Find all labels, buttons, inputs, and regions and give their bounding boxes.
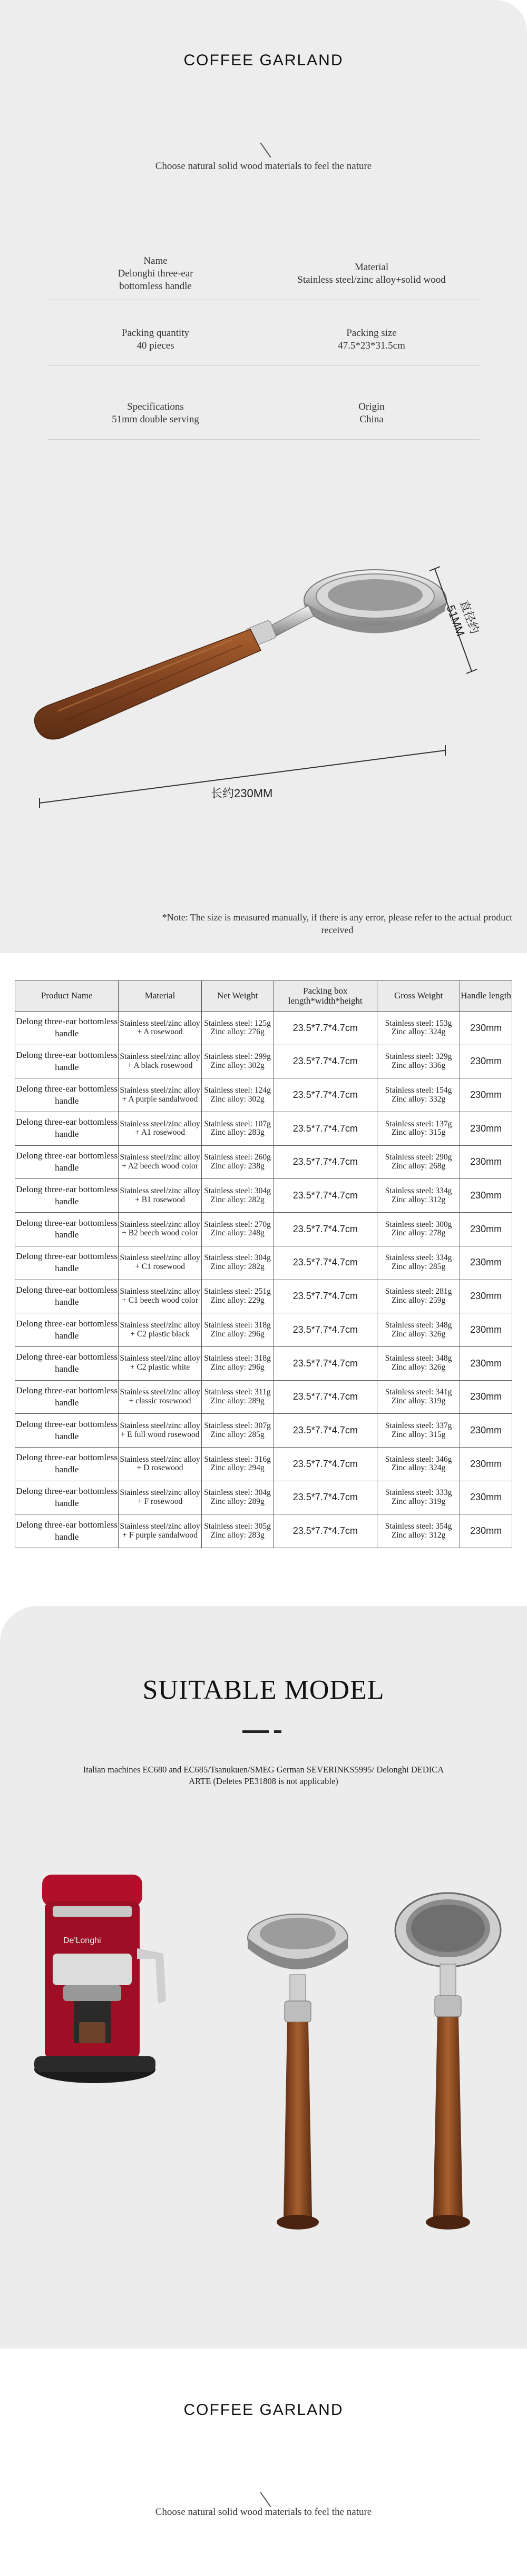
cell-material: Stainless steel/zinc alloy + E full wood rosewood xyxy=(119,1414,201,1448)
cell-handle-length: 230mm xyxy=(460,1078,512,1112)
table-row xyxy=(15,1346,512,1380)
cell-gross-weight xyxy=(377,1447,460,1481)
net-zinc: Zinc alloy: 285g xyxy=(210,1430,265,1439)
spec-value: China xyxy=(359,414,384,425)
net-zinc: Zinc alloy: 282g xyxy=(210,1195,265,1204)
gross-zinc: Zinc alloy: 285g xyxy=(391,1262,446,1272)
gross-zinc: Zinc alloy: 326g xyxy=(391,1329,446,1339)
gross-steel: Stainless steel: 153g xyxy=(385,1018,452,1028)
table-row xyxy=(15,1078,512,1112)
cell-handle-length: 230mm xyxy=(460,1481,512,1514)
col-handle-length: Handle length xyxy=(460,981,512,1012)
portafilter-top-image xyxy=(390,1880,506,2248)
gross-steel: Stainless steel: 346g xyxy=(385,1454,452,1464)
spec-origin xyxy=(264,387,480,440)
cell-packing-box: 23.5*7.7*4.7cm xyxy=(274,1447,377,1481)
spec-value: Stainless steel/zinc alloy+solid wood xyxy=(297,274,446,285)
net-steel: Stainless steel: 124g xyxy=(204,1085,271,1095)
portafilter-front-image xyxy=(242,1890,353,2248)
cell-material: Stainless steel/zinc alloy + D rosewood xyxy=(119,1447,201,1481)
cell-gross-weight xyxy=(377,1112,460,1146)
cell-material: Stainless steel/zinc alloy + C1 rosewood xyxy=(119,1246,201,1280)
gross-steel: Stainless steel: 337g xyxy=(385,1421,452,1430)
cell-net-weight xyxy=(201,1481,274,1514)
spec-name xyxy=(47,247,264,300)
col-net-weight: Net Weight xyxy=(201,981,274,1012)
table-row xyxy=(15,1313,512,1347)
spec-table-wrapper xyxy=(15,980,512,1548)
spec-packing-size xyxy=(264,313,480,366)
gross-steel: Stainless steel: 290g xyxy=(385,1153,452,1162)
cell-handle-length: 230mm xyxy=(460,1045,512,1078)
cell-packing-box: 23.5*7.7*4.7cm xyxy=(274,1179,377,1213)
spec-value: Delonghi three-ear bottomless handle xyxy=(118,268,193,292)
cell-product-name: Delong three-ear bottomless handle xyxy=(15,1213,119,1246)
cell-product-name: Delong three-ear bottomless handle xyxy=(15,1280,119,1313)
cell-net-weight xyxy=(201,1246,274,1280)
net-zinc: Zinc alloy: 302g xyxy=(210,1094,265,1104)
cell-handle-length: 230mm xyxy=(460,1346,512,1380)
cell-material: Stainless steel/zinc alloy + F rosewood xyxy=(119,1481,201,1514)
gross-zinc: Zinc alloy: 268g xyxy=(391,1162,446,1171)
gross-zinc: Zinc alloy: 312g xyxy=(391,1195,446,1204)
net-steel: Stainless steel: 299g xyxy=(204,1052,271,1062)
cell-net-weight xyxy=(201,1280,274,1313)
footer-section xyxy=(0,2349,527,2576)
gross-zinc: Zinc alloy: 312g xyxy=(391,1530,446,1540)
cell-packing-box: 23.5*7.7*4.7cm xyxy=(274,1414,377,1448)
spec-label: Specifications xyxy=(127,401,184,413)
table-row xyxy=(15,1145,512,1179)
spec-row-3 xyxy=(47,387,480,440)
net-steel: Stainless steel: 307g xyxy=(204,1421,271,1430)
cell-gross-weight xyxy=(377,1246,460,1280)
net-zinc: Zinc alloy: 296g xyxy=(210,1329,265,1339)
spec-specifications xyxy=(47,387,264,440)
gross-zinc: Zinc alloy: 259g xyxy=(391,1295,446,1305)
footer-decor-slash xyxy=(260,2492,271,2508)
cell-handle-length: 230mm xyxy=(460,1514,512,1548)
cell-net-weight xyxy=(201,1045,274,1078)
cell-gross-weight xyxy=(377,1012,460,1045)
gross-steel: Stainless steel: 333g xyxy=(385,1488,452,1498)
cell-packing-box: 23.5*7.7*4.7cm xyxy=(274,1078,377,1112)
gross-zinc: Zinc alloy: 315g xyxy=(391,1128,446,1137)
gross-zinc: Zinc alloy: 319g xyxy=(391,1396,446,1405)
cell-material: Stainless steel/zinc alloy + A purple sandalwood xyxy=(119,1078,201,1112)
net-zinc: Zinc alloy: 276g xyxy=(210,1027,265,1037)
gross-steel: Stainless steel: 348g xyxy=(385,1320,452,1330)
cell-handle-length: 230mm xyxy=(460,1246,512,1280)
cell-packing-box: 23.5*7.7*4.7cm xyxy=(274,1514,377,1548)
cell-net-weight xyxy=(201,1380,274,1414)
gross-zinc: Zinc alloy: 278g xyxy=(391,1228,446,1238)
gross-zinc: Zinc alloy: 326g xyxy=(391,1363,446,1372)
net-zinc: Zinc alloy: 283g xyxy=(210,1530,265,1540)
length-label: 长约230MM xyxy=(211,787,273,800)
cell-material: Stainless steel/zinc alloy + classic rosewood xyxy=(119,1380,201,1414)
cell-net-weight xyxy=(201,1112,274,1146)
net-steel: Stainless steel: 311g xyxy=(204,1388,271,1397)
spec-label: Packing quantity xyxy=(121,328,190,339)
spec-label: Origin xyxy=(358,401,385,413)
cell-material: Stainless steel/zinc alloy + F purple sandalwood xyxy=(119,1514,201,1548)
net-steel: Stainless steel: 270g xyxy=(204,1220,271,1229)
cell-product-name: Delong three-ear bottomless handle xyxy=(15,1447,119,1481)
cell-material: Stainless steel/zinc alloy + B1 rosewood xyxy=(119,1179,201,1213)
table-row xyxy=(15,1514,512,1548)
cell-net-weight xyxy=(201,1447,274,1481)
cell-gross-weight xyxy=(377,1514,460,1548)
cell-packing-box: 23.5*7.7*4.7cm xyxy=(274,1481,377,1514)
net-steel: Stainless steel: 125g xyxy=(204,1018,271,1028)
table-body xyxy=(15,1012,512,1548)
table-row xyxy=(15,1213,512,1246)
cell-material: Stainless steel/zinc alloy + C1 beech wood color xyxy=(119,1280,201,1313)
cell-gross-weight xyxy=(377,1380,460,1414)
cell-product-name: Delong three-ear bottomless handle xyxy=(15,1380,119,1414)
cell-product-name: Delong three-ear bottomless handle xyxy=(15,1346,119,1380)
cell-net-weight xyxy=(201,1514,274,1548)
net-steel: Stainless steel: 305g xyxy=(204,1521,271,1531)
net-zinc: Zinc alloy: 229g xyxy=(210,1295,265,1305)
cell-gross-weight xyxy=(377,1481,460,1514)
net-steel: Stainless steel: 304g xyxy=(204,1253,271,1263)
intro-section xyxy=(0,0,527,953)
table-row xyxy=(15,1481,512,1514)
spec-label: Material xyxy=(354,262,389,273)
gross-steel: Stainless steel: 341g xyxy=(385,1388,452,1397)
spec-row-2 xyxy=(47,313,480,366)
spec-label: Packing size xyxy=(346,328,397,339)
cell-packing-box: 23.5*7.7*4.7cm xyxy=(274,1280,377,1313)
cell-packing-box: 23.5*7.7*4.7cm xyxy=(274,1380,377,1414)
diameter-label: 直径约51MM xyxy=(444,598,482,638)
cell-net-weight xyxy=(201,1145,274,1179)
cell-packing-box: 23.5*7.7*4.7cm xyxy=(274,1346,377,1380)
cell-handle-length: 230mm xyxy=(460,1179,512,1213)
suitable-model-description: Italian machines EC680 and EC685/Tsanukuen/SMEG German SEVERINKS5995/ Delonghi DEDICA ARTE (Deletes PE31808 is not applicable) xyxy=(83,1765,444,1787)
title-underline xyxy=(242,1730,269,1733)
espresso-machine-image xyxy=(32,1869,184,2096)
net-steel: Stainless steel: 318g xyxy=(204,1320,271,1330)
cell-product-name: Delong three-ear bottomless handle xyxy=(15,1481,119,1514)
cell-packing-box: 23.5*7.7*4.7cm xyxy=(274,1213,377,1246)
spec-material xyxy=(264,247,480,300)
cell-product-name: Delong three-ear bottomless handle xyxy=(15,1045,119,1078)
cell-net-weight xyxy=(201,1012,274,1045)
cell-product-name: Delong three-ear bottomless handle xyxy=(15,1414,119,1448)
spec-value: 51mm double serving xyxy=(112,414,199,425)
cell-gross-weight xyxy=(377,1414,460,1448)
cell-handle-length: 230mm xyxy=(460,1280,512,1313)
cell-net-weight xyxy=(201,1346,274,1380)
spec-value: 40 pieces xyxy=(136,340,174,351)
net-zinc: Zinc alloy: 296g xyxy=(210,1363,265,1372)
table-row xyxy=(15,1012,512,1045)
cell-product-name: Delong three-ear bottomless handle xyxy=(15,1179,119,1213)
cell-net-weight xyxy=(201,1179,274,1213)
net-zinc: Zinc alloy: 283g xyxy=(210,1128,265,1137)
footer-brand-title: COFFEE GARLAND xyxy=(183,2401,344,2419)
table-row xyxy=(15,1447,512,1481)
net-steel: Stainless steel: 304g xyxy=(204,1488,271,1498)
cell-gross-weight xyxy=(377,1346,460,1380)
net-steel: Stainless steel: 251g xyxy=(204,1287,271,1296)
cell-gross-weight xyxy=(377,1213,460,1246)
cell-packing-box: 23.5*7.7*4.7cm xyxy=(274,1012,377,1045)
net-steel: Stainless steel: 260g xyxy=(204,1153,271,1162)
title-underline-dot xyxy=(274,1730,281,1733)
cell-product-name: Delong three-ear bottomless handle xyxy=(15,1078,119,1112)
cell-handle-length: 230mm xyxy=(460,1145,512,1179)
cell-material: Stainless steel/zinc alloy + B2 beech wood color xyxy=(119,1213,201,1246)
cell-net-weight xyxy=(201,1078,274,1112)
net-zinc: Zinc alloy: 302g xyxy=(210,1061,265,1071)
table-row xyxy=(15,1246,512,1280)
cell-product-name: Delong three-ear bottomless handle xyxy=(15,1246,119,1280)
gross-zinc: Zinc alloy: 319g xyxy=(391,1497,446,1506)
gross-zinc: Zinc alloy: 332g xyxy=(391,1094,446,1104)
cell-product-name: Delong three-ear bottomless handle xyxy=(15,1313,119,1347)
cell-product-name: Delong three-ear bottomless handle xyxy=(15,1514,119,1548)
cell-handle-length: 230mm xyxy=(460,1414,512,1448)
net-zinc: Zinc alloy: 289g xyxy=(210,1396,265,1405)
gross-zinc: Zinc alloy: 315g xyxy=(391,1430,446,1439)
gross-zinc: Zinc alloy: 324g xyxy=(391,1027,446,1037)
gross-steel: Stainless steel: 334g xyxy=(385,1253,452,1263)
cell-gross-weight xyxy=(377,1145,460,1179)
measurement-note: *Note: The size is measured manually, if there is any error, please refer to the actual product received xyxy=(162,912,513,936)
cell-handle-length: 230mm xyxy=(460,1012,512,1045)
table-row xyxy=(15,1112,512,1146)
gross-steel: Stainless steel: 300g xyxy=(385,1220,452,1229)
table-row xyxy=(15,1045,512,1078)
footer-tagline: Choose natural solid wood materials to feel the nature xyxy=(155,2506,372,2518)
cell-net-weight xyxy=(201,1313,274,1347)
cell-product-name: Delong three-ear bottomless handle xyxy=(15,1145,119,1179)
cell-material: Stainless steel/zinc alloy + A2 beech wood color xyxy=(119,1145,201,1179)
net-steel: Stainless steel: 107g xyxy=(204,1119,271,1128)
spec-label: Name xyxy=(143,255,168,267)
net-zinc: Zinc alloy: 282g xyxy=(210,1262,265,1272)
tagline: Choose natural solid wood materials to feel the nature xyxy=(155,161,372,172)
cell-handle-length: 230mm xyxy=(460,1112,512,1146)
cell-gross-weight xyxy=(377,1078,460,1112)
cell-product-name: Delong three-ear bottomless handle xyxy=(15,1012,119,1045)
cell-handle-length: 230mm xyxy=(460,1447,512,1481)
brand-title: COFFEE GARLAND xyxy=(183,52,344,69)
table-row xyxy=(15,1179,512,1213)
col-packing-box: Packing box length*width*height xyxy=(274,981,377,1012)
gross-steel: Stainless steel: 329g xyxy=(385,1052,452,1062)
cell-gross-weight xyxy=(377,1313,460,1347)
table-row xyxy=(15,1280,512,1313)
cell-packing-box: 23.5*7.7*4.7cm xyxy=(274,1112,377,1146)
gross-steel: Stainless steel: 137g xyxy=(385,1119,452,1128)
gross-steel: Stainless steel: 334g xyxy=(385,1186,452,1196)
table-header-row xyxy=(15,981,512,1012)
cell-gross-weight xyxy=(377,1280,460,1313)
col-material: Material xyxy=(119,981,201,1012)
table-row xyxy=(15,1380,512,1414)
gross-zinc: Zinc alloy: 336g xyxy=(391,1061,446,1071)
gross-steel: Stainless steel: 354g xyxy=(385,1521,452,1531)
cell-material: Stainless steel/zinc alloy + C2 plastic white xyxy=(119,1346,201,1380)
spec-table xyxy=(15,980,512,1548)
cell-packing-box: 23.5*7.7*4.7cm xyxy=(274,1246,377,1280)
col-product-name: Product Name xyxy=(15,981,119,1012)
cell-packing-box: 23.5*7.7*4.7cm xyxy=(274,1313,377,1347)
gross-steel: Stainless steel: 281g xyxy=(385,1287,452,1296)
gross-steel: Stainless steel: 154g xyxy=(385,1085,452,1095)
gross-steel: Stainless steel: 348g xyxy=(385,1354,452,1363)
suitable-model-section xyxy=(0,1606,527,2349)
cell-gross-weight xyxy=(377,1179,460,1213)
spec-packing-quantity xyxy=(47,313,264,366)
cell-handle-length: 230mm xyxy=(460,1213,512,1246)
net-zinc: Zinc alloy: 238g xyxy=(210,1162,265,1171)
spec-value: 47.5*23*31.5cm xyxy=(338,340,405,351)
net-steel: Stainless steel: 304g xyxy=(204,1186,271,1196)
cell-material: Stainless steel/zinc alloy + A rosewood xyxy=(119,1012,201,1045)
cell-handle-length: 230mm xyxy=(460,1313,512,1347)
cell-material: Stainless steel/zinc alloy + C2 plastic black xyxy=(119,1313,201,1347)
spec-row-1 xyxy=(47,247,480,300)
cell-packing-box: 23.5*7.7*4.7cm xyxy=(274,1145,377,1179)
net-steel: Stainless steel: 318g xyxy=(204,1354,271,1363)
decor-slash xyxy=(260,143,271,158)
cell-packing-box: 23.5*7.7*4.7cm xyxy=(274,1045,377,1078)
cell-material: Stainless steel/zinc alloy + A black rosewood xyxy=(119,1045,201,1078)
table-row xyxy=(15,1414,512,1448)
net-steel: Stainless steel: 316g xyxy=(204,1454,271,1464)
net-zinc: Zinc alloy: 294g xyxy=(210,1463,265,1473)
suitable-model-title: SUITABLE MODEL xyxy=(142,1675,385,1705)
net-zinc: Zinc alloy: 248g xyxy=(210,1228,265,1238)
cell-material: Stainless steel/zinc alloy + A1 rosewood xyxy=(119,1112,201,1146)
cell-product-name: Delong three-ear bottomless handle xyxy=(15,1112,119,1146)
cell-handle-length: 230mm xyxy=(460,1380,512,1414)
cell-gross-weight xyxy=(377,1045,460,1078)
cell-net-weight xyxy=(201,1414,274,1448)
net-zinc: Zinc alloy: 289g xyxy=(210,1497,265,1506)
col-gross-weight: Gross Weight xyxy=(377,981,460,1012)
machine-brand-text: De'Longhi xyxy=(63,1936,101,1945)
gross-zinc: Zinc alloy: 324g xyxy=(391,1463,446,1473)
cell-net-weight xyxy=(201,1213,274,1246)
portafilter-image xyxy=(0,537,527,864)
